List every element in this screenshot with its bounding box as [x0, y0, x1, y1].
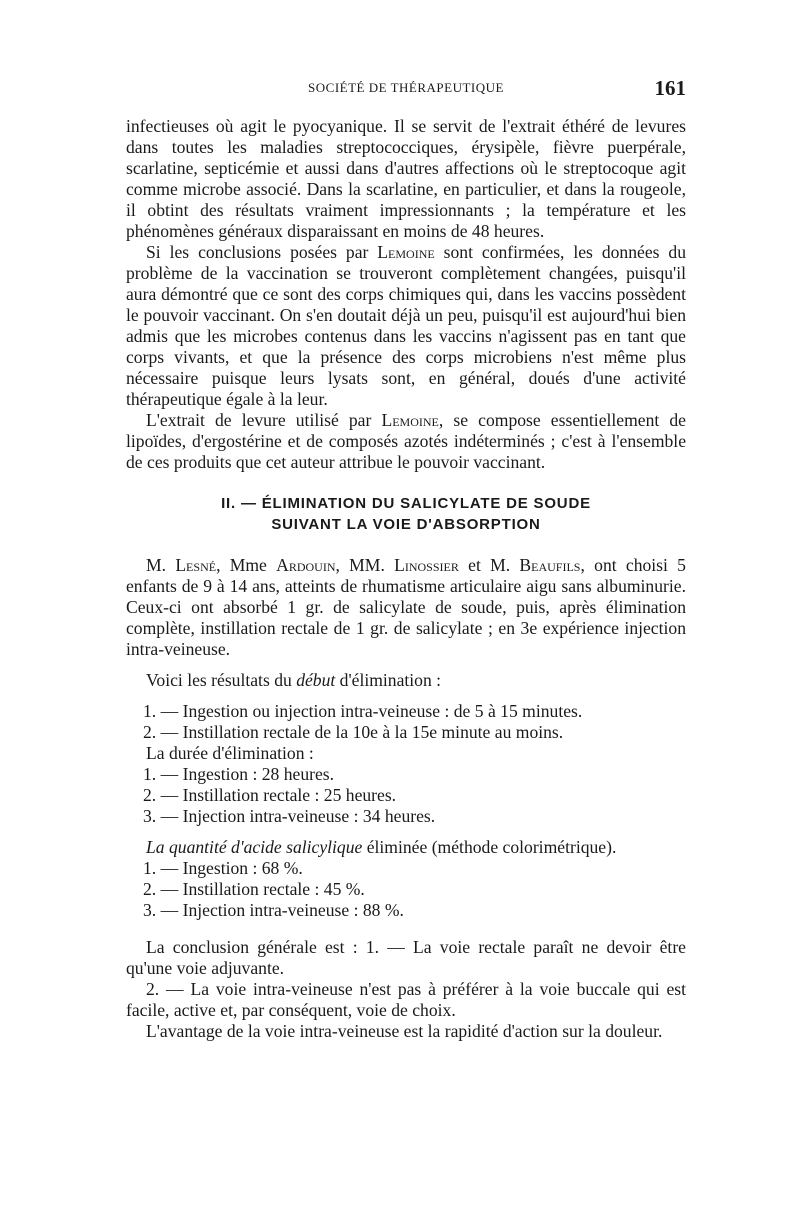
spacer	[126, 827, 686, 837]
paragraph-study-intro	[126, 555, 686, 660]
running-title: SOCIÉTÉ DE THÉRAPEUTIQUE	[308, 80, 504, 95]
author-name: Linossier	[394, 555, 459, 575]
author-name: Ardouin	[276, 555, 336, 575]
author-name: Lemoine	[377, 242, 435, 262]
spacer	[126, 921, 686, 937]
paragraph-infections: infectieuses où agit le pyocyanique. Il se servit de l'extrait éthéré de levures dans toutes les maladies streptococciques, érysipèle, fièvre puerpérale, scarlatine, septicémie et aussi dans d'autres affections où le streptocoque agit comme microbe associé. Dans la scarlatine, en particulier, et dans la rougeole, il obtint des résultats vraiment impressionnants ; la température et les phénomènes généraux disparaissant en moins de 48 heures.	[126, 116, 686, 241]
list-item-quantite-1: 1. — Ingestion : 68 %.	[143, 858, 303, 878]
list-item-duree-2: 2. — Instillation rectale : 25 heures.	[143, 785, 397, 805]
section-title	[126, 493, 686, 535]
list-item-quantite-3: 3. — Injection intra-veineuse : 88 %.	[143, 900, 404, 920]
paragraph-vaccination	[126, 242, 686, 410]
text-span: d'élimination :	[335, 670, 442, 690]
author-name: Beaufils	[519, 555, 581, 575]
text-span: , se compose essentiellement de lipoïdes, d'ergostérine et de composés azotés indéterminés ; c'est à l'ensemble de ces produits que cet auteur attribue le pouvoir vaccinant.	[126, 410, 686, 472]
conclusion-3: L'avantage de la voie intra-veineuse est la rapidité d'action sur la douleur.	[146, 1021, 663, 1041]
list-item-debut-1: 1. — Ingestion ou injection intra-veineuse : de 5 à 15 minutes.	[143, 701, 583, 721]
emphasis-quantite: La quantité d'acide salicylique	[146, 837, 363, 857]
page-header	[126, 76, 686, 100]
spacer	[126, 691, 686, 701]
text-span: Si les conclusions posées par	[146, 242, 378, 262]
paragraph-levure-extract	[126, 410, 686, 473]
quantite-label	[126, 837, 686, 858]
text-span: M.	[146, 555, 176, 575]
text-span: , ont choisi 5 enfants de 9 à 14 ans, atteints de rhumatisme articulaire aigu sans albuminurie. Ceux-ci ont absorbé 1 gr. de salicylate de soude, puis, après élimination complète, instillation rectale de 1 gr. de salicylate ; en 3e expérience injection intra-veineuse.	[126, 555, 686, 659]
text-span: et M.	[458, 555, 520, 575]
text-span: Voici les résultats du	[146, 670, 297, 690]
text-span: éliminée (méthode colorimétrique).	[362, 837, 617, 857]
page-number: 161	[654, 76, 686, 100]
emphasis-debut: début	[296, 670, 336, 690]
conclusion-2: 2. — La voie intra-veineuse n'est pas à préférer à la voie buccale qui est facile, active et, par conséquent, voie de choix.	[126, 979, 686, 1020]
section-title-line-2: SUIVANT LA VOIE D'ABSORPTION	[271, 516, 541, 533]
list-item-duree-1: 1. — Ingestion : 28 heures.	[143, 764, 335, 784]
section-title-line-1: II. — ÉLIMINATION DU SALICYLATE DE SOUDE	[221, 495, 591, 512]
list-item-quantite-2: 2. — Instillation rectale : 45 %.	[143, 879, 365, 899]
author-name: Lesné	[175, 555, 217, 575]
conclusion-1: La conclusion générale est : 1. — La voie rectale paraît ne devoir être qu'une voie adjuvante.	[126, 937, 686, 978]
text-span: , Mme	[216, 555, 277, 575]
page-body	[126, 116, 686, 1042]
list-item-debut-2: 2. — Instillation rectale de la 10e à la 15e minute au moins.	[143, 722, 564, 742]
text-span: L'extrait de levure utilisé par	[146, 410, 382, 430]
text-span: sont confirmées, les données du problème de la vaccination se trouveront complètement changées, puisqu'il aura démontré que ce sont des corps chimiques qui, dans les vaccins possèdent le pouvoir vaccinant. On s'en doutait déjà un peu, puisqu'il est aujourd'hui bien admis que les microbes contenus dans les vaccins n'agissent pas en tant que corps vivants, et que la présence des corps microbiens n'est même plus nécessaire puisque leurs lysats sont, en général, doués d'une activité thérapeutique égale à la leur.	[126, 242, 687, 409]
list-item-duree-3: 3. — Injection intra-veineuse : 34 heures.	[143, 806, 436, 826]
text-span: , MM.	[335, 555, 395, 575]
results-lead	[126, 670, 686, 691]
duree-label: La durée d'élimination :	[146, 743, 314, 763]
spacer	[126, 660, 686, 670]
author-name: Lemoine	[381, 410, 439, 430]
